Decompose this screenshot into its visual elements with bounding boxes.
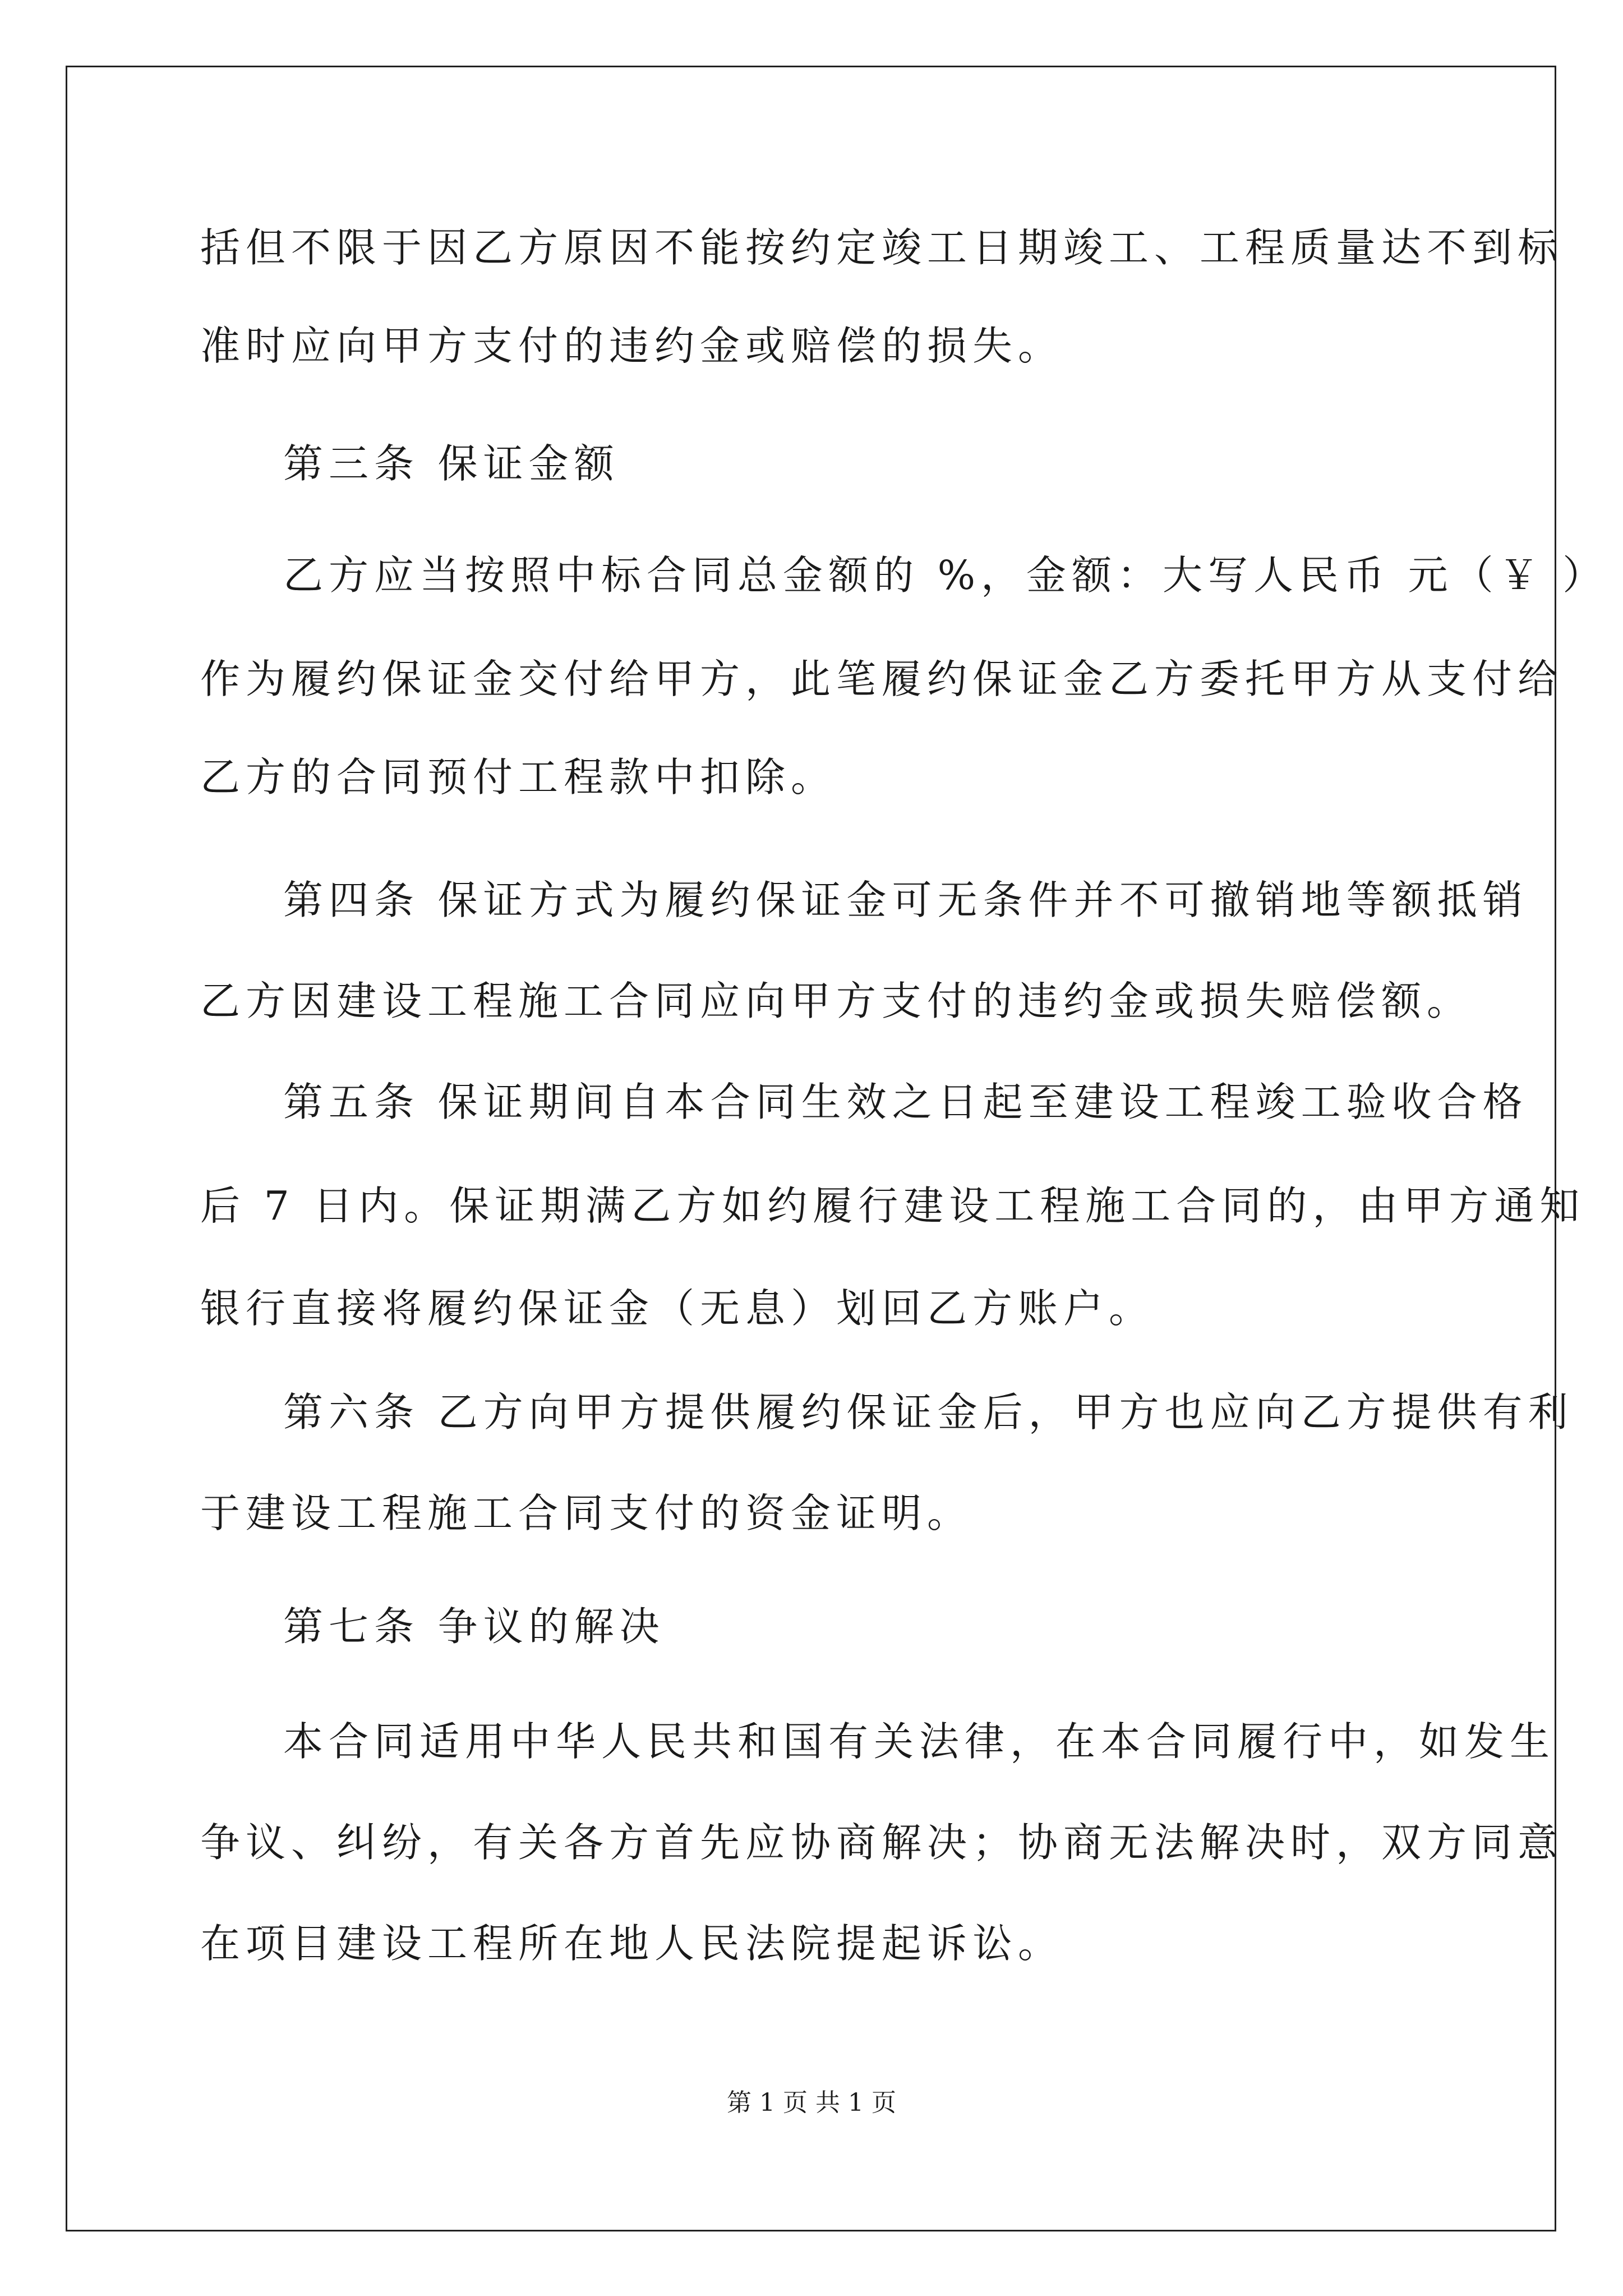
body-line-2: 准时应向甲方支付的违约金或赔偿的损失。 [200, 323, 1064, 369]
body-line-4: 乙方应当按照中标合同总金额的 %，金额：大写人民币 元（￥ ） [283, 552, 1608, 599]
body-line-16: 争议、纠纷，有关各方首先应协商解决；协商无法解决时，双方同意 [200, 1819, 1564, 1866]
body-line-5: 作为履约保证金交付给甲方，此笔履约保证金乙方委托甲方从支付给 [200, 656, 1564, 702]
body-line-15: 本合同适用中华人民共和国有关法律，在本合同履行中，如发生 [283, 1718, 1556, 1765]
page-footer: 第 1 页 共 1 页 [727, 2088, 896, 2117]
body-line-11: 银行直接将履约保证金（无息）划回乙方账户。 [200, 1285, 1155, 1332]
section-line-5: 第五条 保证期间自本合同生效之日起至建设工程竣工验收合格 [283, 1079, 1528, 1125]
section-heading-7: 第七条 争议的解决 [283, 1603, 665, 1650]
body-line-6: 乙方的合同预付工程款中扣除。 [200, 754, 837, 800]
section-line-4: 第四条 保证方式为履约保证金可无条件并不可撤销地等额抵销 [283, 877, 1528, 923]
body-line-13: 于建设工程施工合同支付的资金证明。 [200, 1490, 973, 1536]
body-line-8: 乙方因建设工程施工合同应向甲方支付的违约金或损失赔偿额。 [200, 978, 1473, 1024]
page-border [66, 66, 1556, 2231]
body-line-10: 后 7 日内。保证期满乙方如约履行建设工程施工合同的，由甲方通知 [200, 1182, 1585, 1229]
section-heading-3: 第三条 保证金额 [283, 440, 620, 487]
section-line-6: 第六条 乙方向甲方提供履约保证金后，甲方也应向乙方提供有利 [283, 1389, 1574, 1435]
body-line-17: 在项目建设工程所在地人民法院提起诉讼。 [200, 1920, 1064, 1967]
body-line-1: 括但不限于因乙方原因不能按约定竣工日期竣工、工程质量达不到标 [200, 224, 1564, 271]
